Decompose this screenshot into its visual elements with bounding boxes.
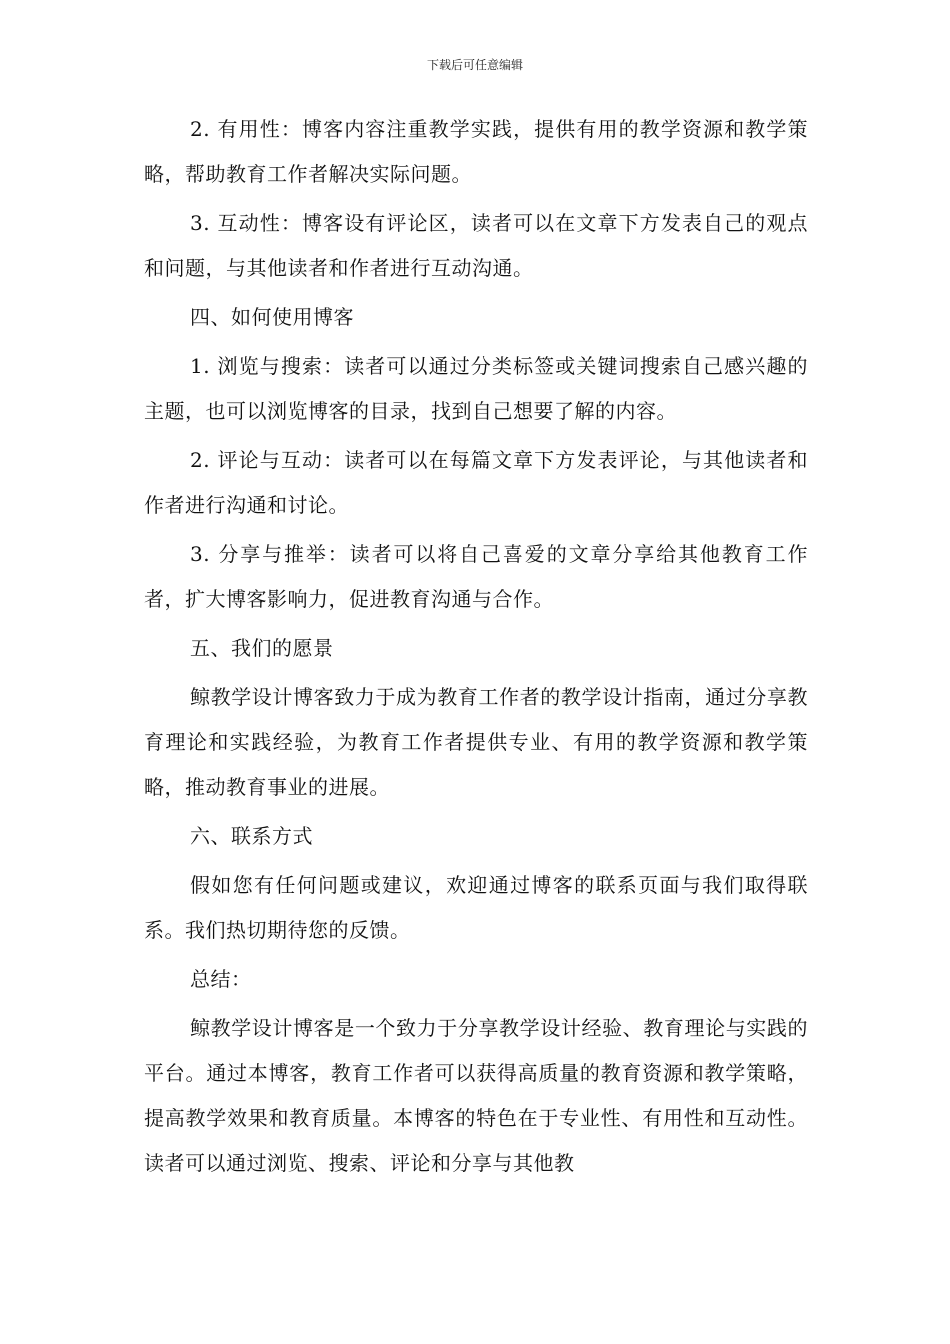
section-heading-how-to-use: 四、如何使用博客 <box>190 305 354 329</box>
paragraph-browse-search: 1. 浏览与搜索：读者可以通过分类标签或关键词搜索自己感兴趣的主题，也可以浏览博客的目录，找到自己想要了解的内容。 <box>144 354 808 423</box>
paragraph-summary: 鲸教学设计博客是一个致力于分享教学设计经验、教育理论与实践的平台。通过本博客，教育工作者可以获得高质量的教育资源和教学策略，提高教学效果和教育质量。本博客的特色在于专业性、有用性和互动性。读者可以通过浏览、搜索、评论和分享与其他教 <box>144 1016 808 1175</box>
paragraph-interactivity: 3. 互动性：博客设有评论区，读者可以在文章下方发表自己的观点和问题，与其他读者和作者进行互动沟通。 <box>144 211 808 280</box>
page-header: 下载后可任意编辑 <box>426 58 523 72</box>
section-heading-contact: 六、联系方式 <box>190 824 313 848</box>
paragraph-share-recommend: 3. 分享与推举：读者可以将自己喜爱的文章分享给其他教育工作者，扩大博客影响力，促进教育沟通与合作。 <box>144 542 808 611</box>
paragraph-vision: 鲸教学设计博客致力于成为教育工作者的教学设计指南，通过分享教育理论和实践经验，为教育工作者提供专业、有用的教学资源和教学策略，推动教育事业的进展。 <box>144 685 808 799</box>
section-heading-summary: 总结： <box>190 967 252 991</box>
paragraph-comment-interact: 2. 评论与互动：读者可以在每篇文章下方发表评论，与其他读者和作者进行沟通和讨论。 <box>144 448 808 517</box>
document-body <box>144 107 808 1190</box>
paragraph-contact: 假如您有任何问题或建议，欢迎通过博客的联系页面与我们取得联系。我们热切期待您的反馈。 <box>144 873 808 942</box>
paragraph-usefulness: 2. 有用性：博客内容注重教学实践，提供有用的教学资源和教学策略，帮助教育工作者解决实际问题。 <box>144 117 808 186</box>
section-heading-vision: 五、我们的愿景 <box>190 636 334 660</box>
